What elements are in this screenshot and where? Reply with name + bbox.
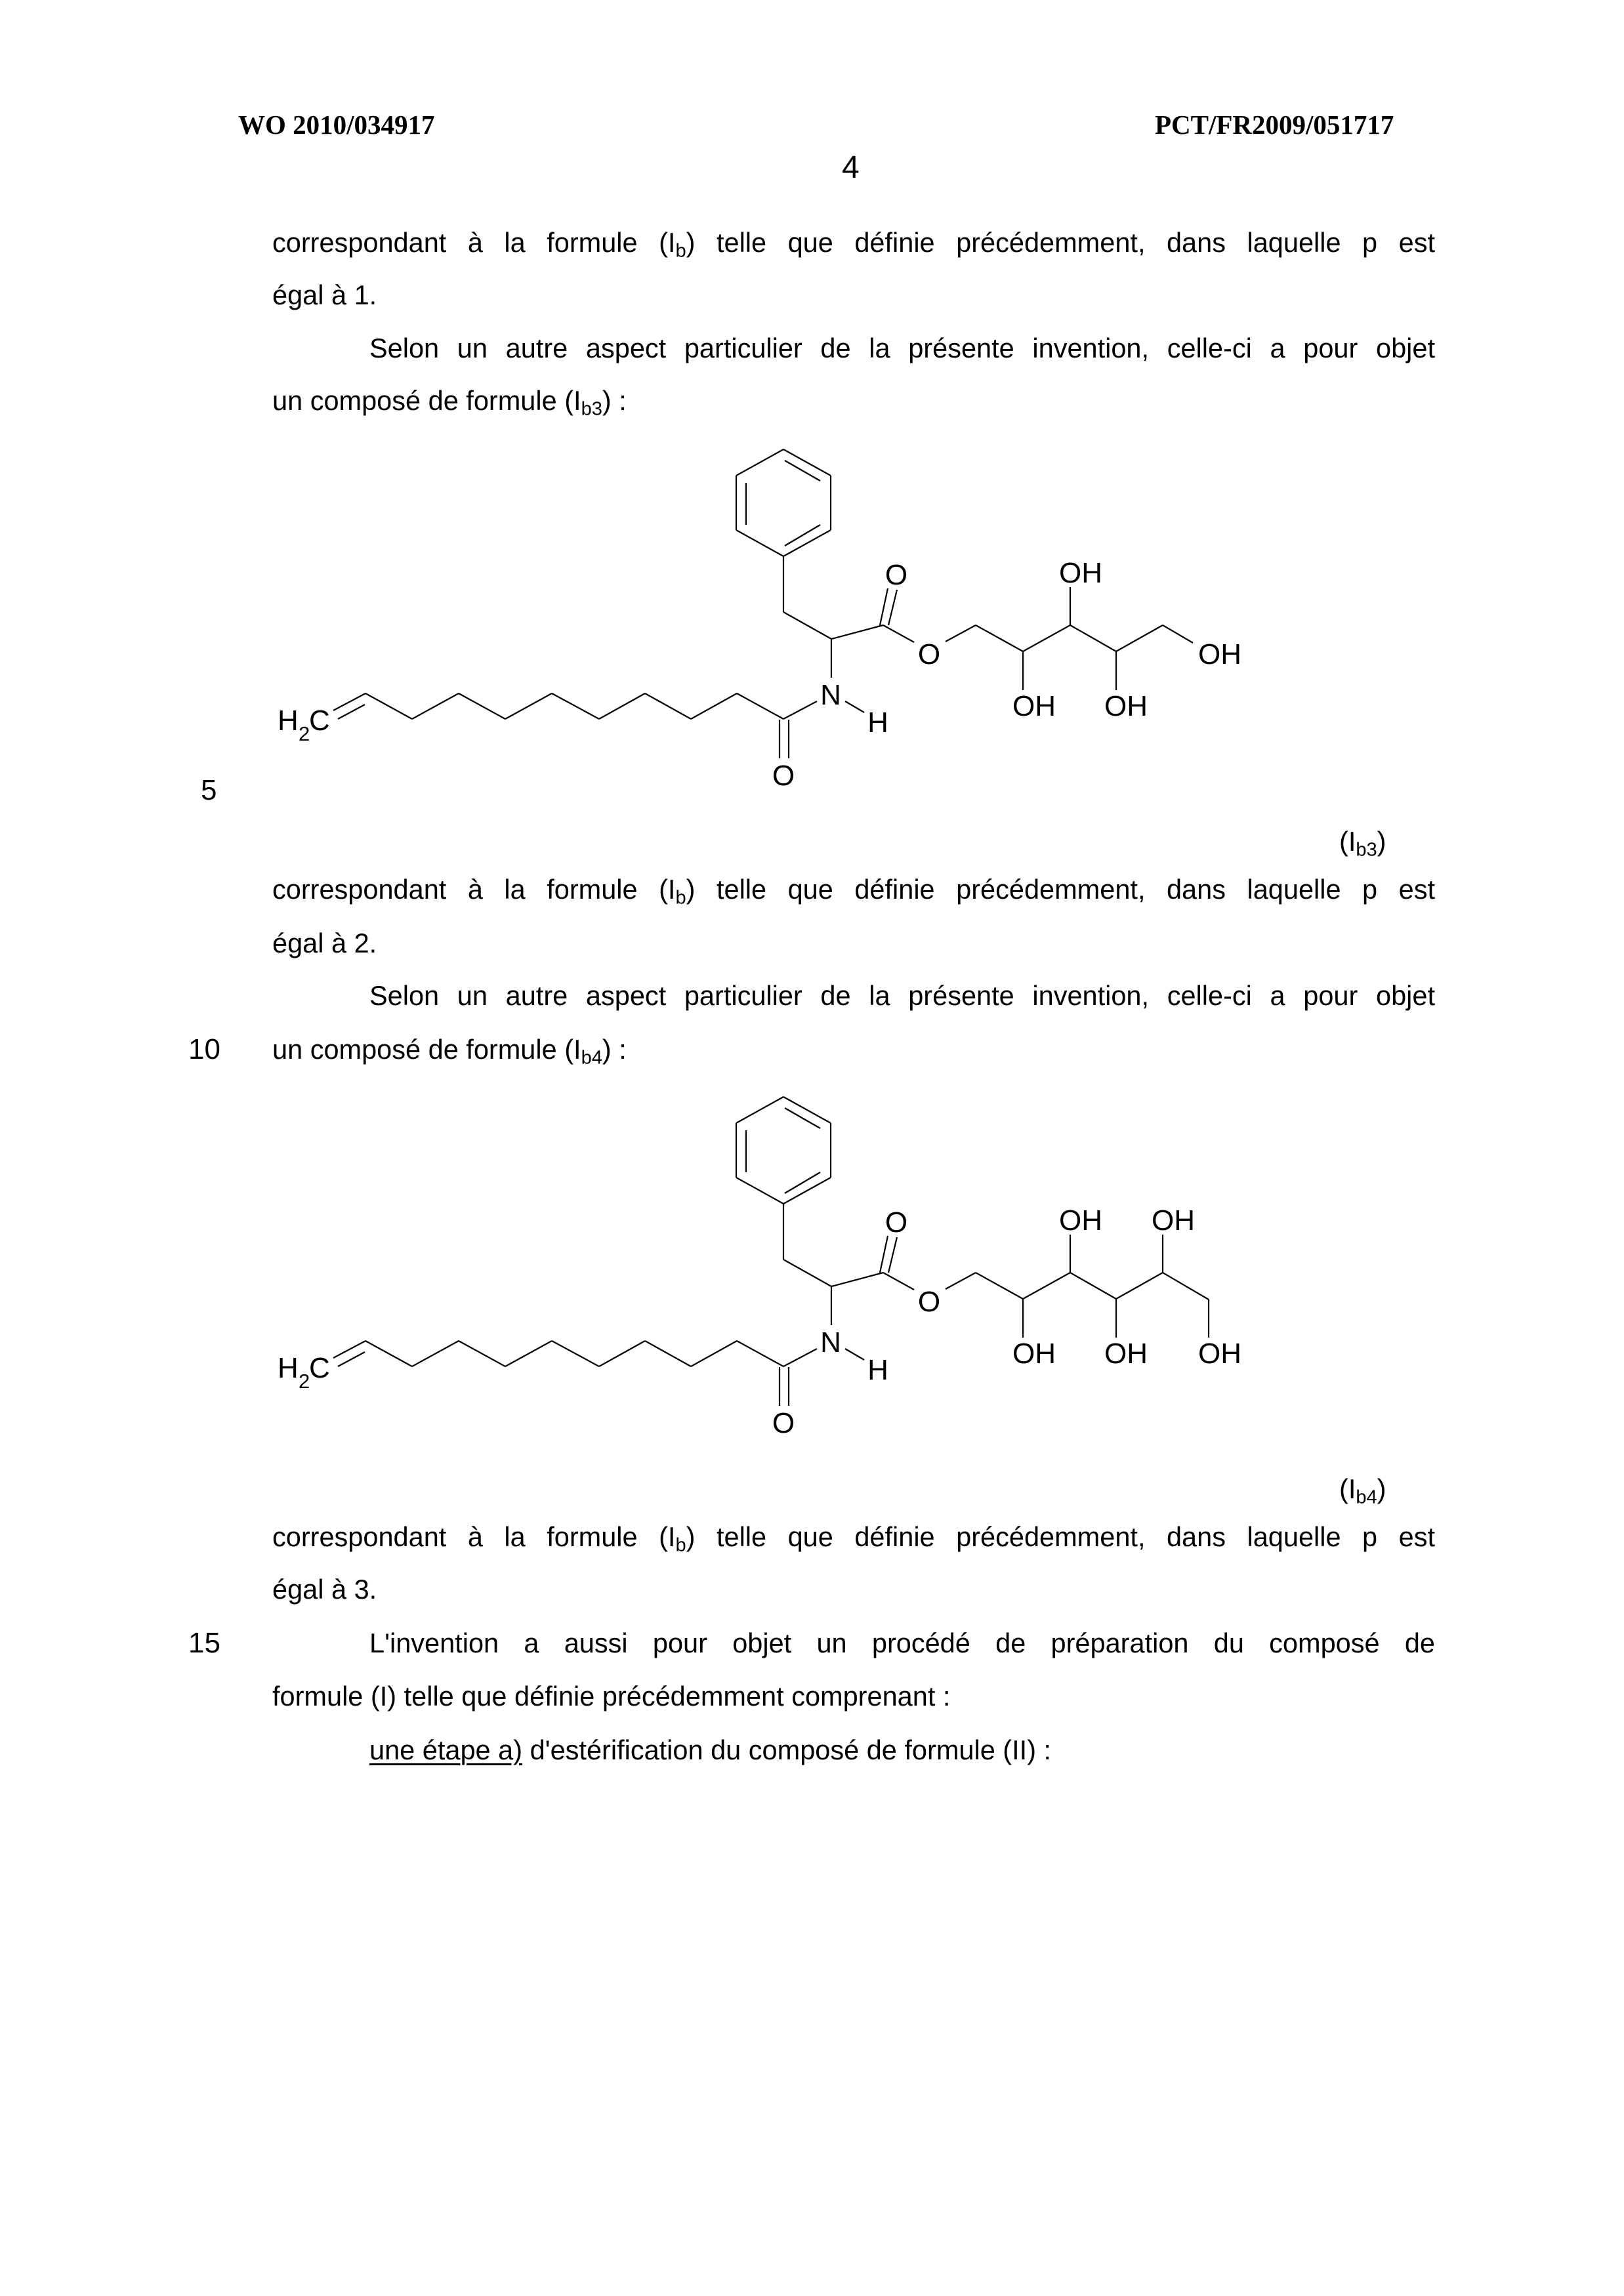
paragraph-line: correspondant à la formule $(I_b)$ telle que définie précédemment, dans laquelle p est	[272, 874, 1435, 909]
formula-label-ib3: $(I_{b3})$	[1339, 826, 1386, 861]
atom-label-c: C	[309, 705, 330, 737]
atom-label-h: H	[278, 705, 299, 737]
line-number: 15	[188, 1627, 220, 1659]
paragraph-line: un composé de formule $(I_{b3})$ :	[272, 385, 627, 420]
benzene-ring	[736, 1097, 831, 1204]
hydroxyl-label: OH	[1012, 690, 1056, 722]
atom-label-subscript: 2	[299, 722, 310, 745]
paragraph-line: L'invention a aussi pour objet un procédé de préparation du composé de	[369, 1628, 1435, 1658]
paragraph-line: égal à 2.	[272, 928, 377, 958]
hydroxyl-label: OH	[1198, 1338, 1241, 1370]
atom-label-nh: H	[867, 1354, 888, 1386]
formula-label-ib4: $(I_{b4})$	[1339, 1473, 1386, 1508]
paragraph-line: égal à 1.	[272, 279, 377, 310]
hydroxyl-label: OH	[1059, 557, 1102, 589]
page-number: 4	[842, 150, 860, 185]
atom-label-ester-o: O	[917, 1286, 941, 1318]
polyol-chain	[976, 587, 1193, 690]
application-number: PCT/FR2009/051717	[1155, 110, 1394, 140]
atom-label-carbonyl-o: O	[885, 559, 908, 591]
atom-label-nh: H	[867, 707, 888, 739]
hydroxyl-label: OH	[1152, 1204, 1195, 1237]
atom-label-amide-o: O	[772, 1407, 795, 1439]
atom-label-n: N	[820, 1326, 841, 1359]
paragraph-line: une étape a) d'estérification du composé de formule (II) :	[369, 1734, 1052, 1765]
alkenyl-chain	[333, 1341, 783, 1366]
hydroxyl-label: OH	[1059, 1204, 1102, 1237]
chemical-structure-ib3	[0, 426, 1624, 820]
chemical-structure-ib4	[0, 1074, 1624, 1467]
atom-label-n: N	[820, 679, 841, 711]
hydroxyl-label: OH	[1104, 1338, 1148, 1370]
atom-label-carbonyl-o: O	[885, 1206, 908, 1239]
atom-label-c: C	[309, 1352, 330, 1384]
alkenyl-chain	[333, 693, 783, 719]
hydroxyl-label: OH	[1104, 690, 1148, 722]
paragraph-line: correspondant à la formule $(I_b)$ telle que définie précédemment, dans laquelle p est	[272, 227, 1435, 262]
atom-label-amide-o: O	[772, 760, 795, 792]
line-number: 10	[188, 1033, 220, 1065]
atom-label-ester-o: O	[917, 638, 941, 670]
paragraph-line: Selon un autre aspect particulier de la présente invention, celle-ci a pour objet	[369, 333, 1435, 363]
paragraph-line: formule (I) telle que définie précédemment comprenant :	[272, 1681, 951, 1712]
publication-number: WO 2010/034917	[238, 110, 435, 140]
benzene-ring	[736, 449, 831, 556]
atom-label-h: H	[278, 1352, 299, 1384]
polyol-chain	[976, 1235, 1209, 1338]
paragraph-line: un composé de formule $(I_{b4})$ :	[272, 1034, 627, 1069]
line-number: 5	[201, 774, 217, 806]
hydroxyl-label: OH	[1012, 1338, 1056, 1370]
paragraph-line: correspondant à la formule $(I_b)$ telle que définie précédemment, dans laquelle p est	[272, 1521, 1435, 1556]
paragraph-line: Selon un autre aspect particulier de la présente invention, celle-ci a pour objet	[369, 980, 1435, 1011]
hydroxyl-label: OH	[1198, 638, 1241, 670]
paragraph-line: égal à 3.	[272, 1574, 377, 1605]
step-a-label: une étape a)	[369, 1734, 523, 1765]
atom-label-subscript: 2	[299, 1370, 310, 1393]
